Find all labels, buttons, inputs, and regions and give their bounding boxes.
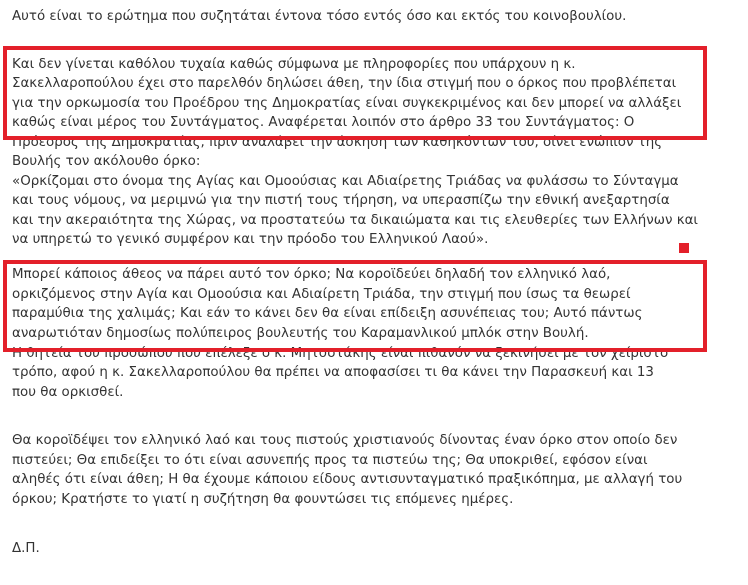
text-line: όρκου; Κρατήστε το γιατί η συζήτηση θα φουντώσει τις επόμενες ημέρες. <box>12 492 514 507</box>
text-line: τρόπο, αφού η κ. Σακελλαροπούλου θα πρέπει να αποφασίσει τι θα κάνει την Παρασκευή και 13 <box>12 365 654 380</box>
text-line: πιστεύει; Θα επιδείξει το ότι είναι ασυνεπής προς τα πιστεύω της; Θα υποκριθεί, εφόσον είναι <box>12 453 648 468</box>
text-line: Αυτό είναι το ερώτημα που συζητάται έντονα τόσο εντός όσο και εκτός του κοινοβουλίου. <box>12 9 627 24</box>
text-line: να υπηρετώ το γενικό συμφέρον και την πρόοδο του Ελληνικού Λαού». <box>12 232 489 247</box>
text-line: παραμύθια της χαλιμάς; Και εάν το κάνει δεν θα είναι επίδειξη ασυνέπειας του; Αυτό πάντως <box>12 306 643 321</box>
text-line: καθώς είναι μέρος του Συντάγματος. Αναφέρεται λοιπόν στο άρθρο 33 του Συντάγματος: Ο <box>12 115 635 130</box>
text-line: που θα ορκισθεί. <box>12 385 124 400</box>
text-line: αληθές ότι είναι άθεη; Η θα έχουμε κάποιου είδους αντισυνταγματικό πραξικόπημα, με αλλαγή του <box>12 472 683 487</box>
text-line: Και δεν γίνεται καθόλου τυχαία καθώς σύμφωνα με πληροφορίες που υπάρχουν η κ. <box>12 57 576 72</box>
text-line: Θα κοροϊδέψει τον ελληνικό λαό και τους πιστούς χριστιανούς δίνοντας έναν όρκο στον οποίο δεν <box>12 433 678 448</box>
text-line: και την ακεραιότητα της Χώρας, να προστατεύω τα δικαιώματα και τις ελευθερίες των Ελλήνων και <box>12 213 698 228</box>
text-line: Μπορεί κάποιος άθεος να πάρει αυτό τον όρκο; Να κοροϊδεύει δηλαδή τον ελληνικό λαό, <box>12 267 611 282</box>
text-line: Βουλής τον ακόλουθο όρκο: <box>12 154 201 169</box>
text-line: και τους νόμους, να μεριμνώ για την πιστή τους τήρηση, να υπερασπίζω την εθνική ανεξαρτησία <box>12 193 670 208</box>
text-line: Σακελλαροπούλου έχει στο παρελθόν δηλώσει άθεη, την ίδια στιγμή που ο όρκος που προβλέπεται <box>12 76 677 91</box>
text-line: «Ορκίζομαι στο όνομα της Αγίας και Ομοούσιας και Αδιαίρετης Τριάδας να φυλάσσω το Σύνταγμα <box>12 174 679 189</box>
highlight-marker <box>679 243 689 253</box>
text-line: Η θητεία του προσώπου που επέλεξε ο κ. Μητσοτάκης είναι πιθανόν να ξεκινήσει με τον χείριστο <box>12 346 669 361</box>
text-line: αναρωτιόταν δημοσίως πολύπειρος βουλευτής του Καραμανλικού μπλόκ στην Βουλή. <box>12 326 589 341</box>
text-line: για την ορκωμοσία του Προέδρου της Δημοκρατίας είναι συγκεκριμένος και δεν μπορεί να αλλάξει <box>12 96 682 111</box>
text-line: Πρόεδρος της Δημοκρατίας, πριν αναλάβει την άσκηση των καθηκόντων του, δίνει ενώπιον της <box>12 135 663 150</box>
text-line: ορκιζόμενος στην Αγία και Ομοούσια και Αδιαίρετη Τριάδα, την στιγμή που ίσως τα θεωρεί <box>12 287 631 302</box>
signature: Δ.Π. <box>12 541 40 556</box>
